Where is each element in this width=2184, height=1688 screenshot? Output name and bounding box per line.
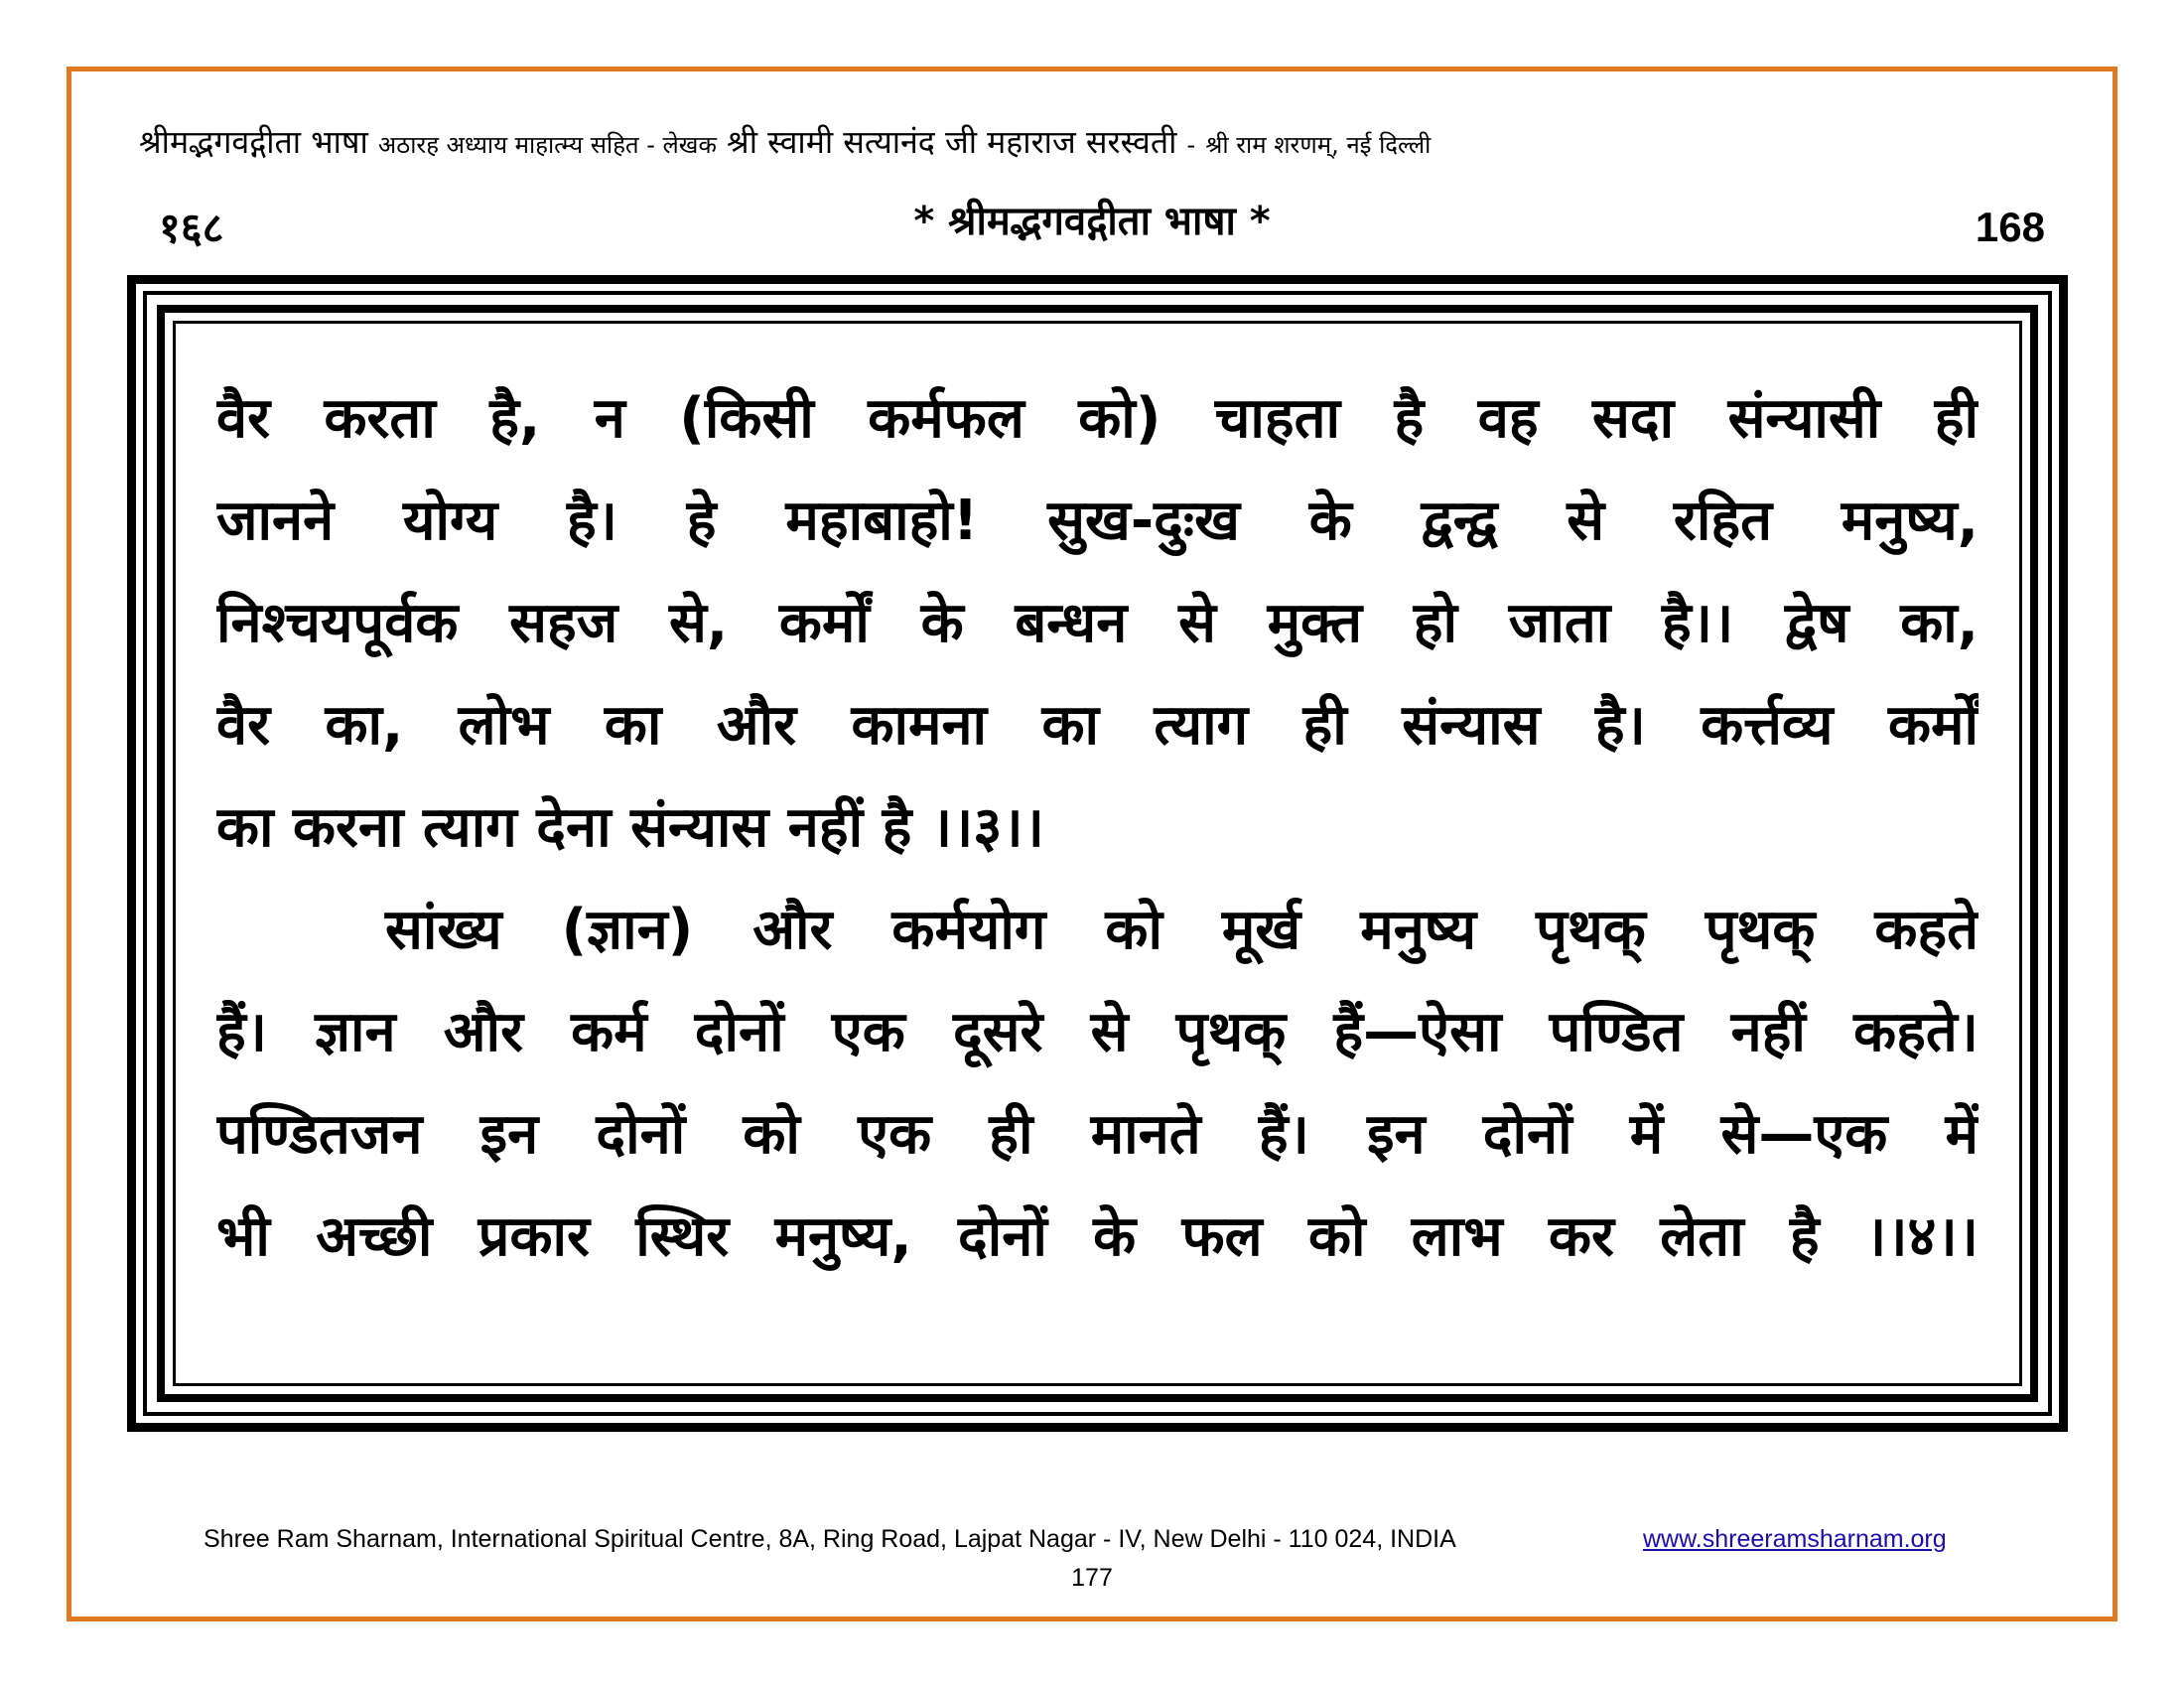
pdf-page-number: 177 (1071, 1564, 1113, 1592)
header-title: श्रीमद्भगवद्गीता भाषा (139, 123, 368, 161)
website-link[interactable]: www.shreeramsharnam.org (1643, 1525, 1947, 1553)
book-page-number-devanagari: १६८ (159, 204, 224, 252)
text-line: हैं। ज्ञान और कर्म दोनों एक दूसरे से पृथक् हैं—ऐसा पण्डित नहीं कहते। (216, 1000, 1979, 1064)
text-line: भी अच्छी प्रकार स्थिर मनुष्य, दोनों के फल को लाभ कर लेता है ।।४।। (216, 1204, 1979, 1269)
header-author: श्री स्वामी सत्यानंद जी महाराज सरस्वती (727, 123, 1177, 161)
text-line: सांख्य (ज्ञान) और कर्मयोग को मूर्ख मनुष्य पृथक् पृथक् कहते (385, 898, 1979, 962)
text-line: वैर का, लोभ का और कामना का त्याग ही संन्यास है। कर्त्तव्य कर्मों (216, 693, 1979, 758)
header-publisher: श्री राम शरणम्, नई दिल्ली (1205, 131, 1432, 159)
book-page-number-arabic: 168 (1975, 204, 2045, 250)
running-title: * श्रीमद्भगवद्गीता भाषा * (913, 199, 1271, 244)
text-line: जानने योग्य है। हे महाबाहो! सुख-दुःख के द्वन्द्व से रहित मनुष्य, (216, 489, 1979, 553)
text-line: निश्चयपूर्वक सहज से, कर्मों के बन्धन से मुक्त हो जाता है।। द्वेष का, (216, 591, 1979, 655)
footer-address: Shree Ram Sharnam, International Spiritual Centre, 8A, Ring Road, Lajpat Nagar - IV, New Delhi - 110 024, INDIA (204, 1525, 1456, 1553)
verse-text (216, 367, 1979, 1288)
header-separator: - (1186, 131, 1196, 159)
text-line: वैर करता है, न (किसी कर्मफल को) चाहता है वह सदा संन्यासी ही (216, 386, 1979, 451)
text-line: का करना त्याग देना संन्यास नहीं है ।।३।। (216, 795, 1044, 860)
text-line: पण्डितजन इन दोनों को एक ही मानते हैं। इन दोनों में से—एक में (216, 1102, 1979, 1167)
document-header (139, 117, 2075, 170)
header-subtitle: अठारह अध्याय माहात्म्य सहित - लेखक (377, 131, 717, 159)
